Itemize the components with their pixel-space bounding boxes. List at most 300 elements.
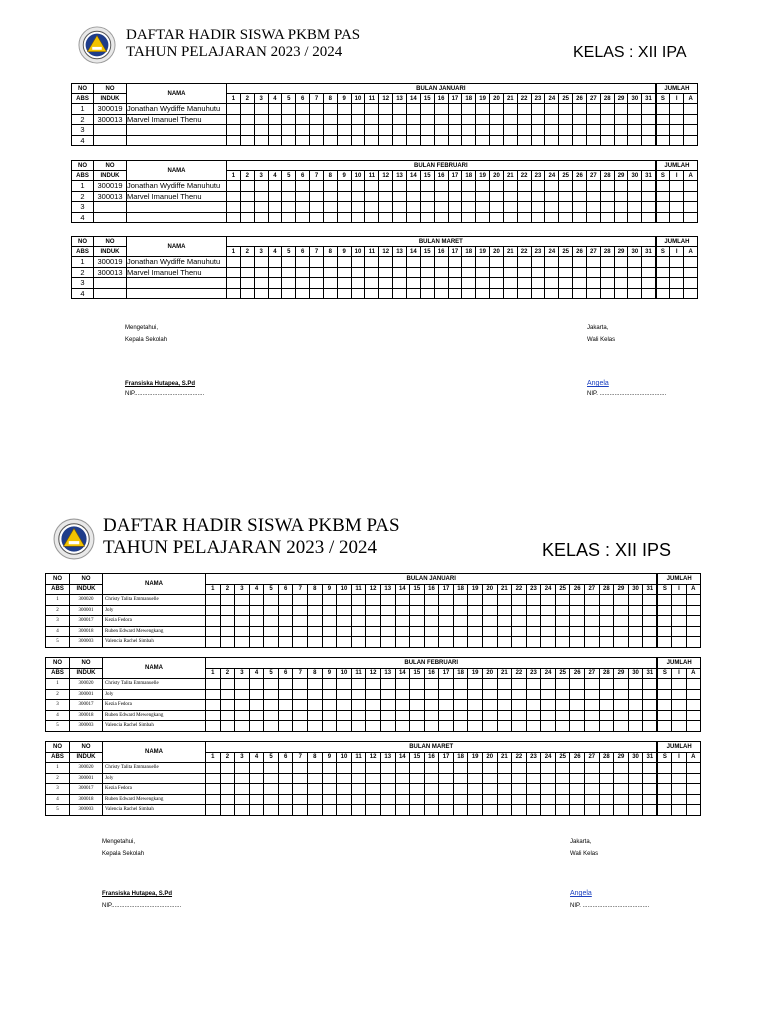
attendance-cell[interactable] bbox=[453, 626, 468, 637]
attendance-cell[interactable] bbox=[482, 710, 497, 721]
attendance-cell[interactable] bbox=[573, 114, 587, 125]
attendance-cell[interactable] bbox=[555, 626, 570, 637]
attendance-cell[interactable] bbox=[476, 191, 490, 202]
attendance-cell[interactable] bbox=[439, 700, 454, 711]
attendance-cell[interactable] bbox=[482, 679, 497, 690]
attendance-cell[interactable] bbox=[643, 605, 658, 616]
attendance-cell[interactable] bbox=[614, 267, 628, 278]
attendance-cell[interactable] bbox=[420, 181, 434, 192]
attendance-cell[interactable] bbox=[322, 616, 337, 627]
attendance-cell[interactable] bbox=[497, 700, 512, 711]
attendance-cell[interactable] bbox=[410, 710, 425, 721]
attendance-cell[interactable] bbox=[570, 773, 585, 784]
attendance-cell[interactable] bbox=[573, 135, 587, 146]
attendance-cell[interactable] bbox=[570, 710, 585, 721]
attendance-cell[interactable] bbox=[337, 626, 352, 637]
attendance-cell[interactable] bbox=[366, 595, 381, 606]
attendance-cell[interactable] bbox=[393, 104, 407, 115]
attendance-cell[interactable] bbox=[424, 721, 439, 732]
attendance-cell[interactable] bbox=[573, 257, 587, 268]
attendance-cell[interactable] bbox=[296, 125, 310, 136]
attendance-cell[interactable] bbox=[570, 626, 585, 637]
attendance-cell[interactable] bbox=[541, 595, 556, 606]
sakit-count-cell[interactable] bbox=[657, 805, 671, 816]
attendance-cell[interactable] bbox=[586, 278, 600, 289]
attendance-cell[interactable] bbox=[220, 805, 235, 816]
attendance-cell[interactable] bbox=[308, 616, 323, 627]
sakit-count-cell[interactable] bbox=[656, 267, 670, 278]
attendance-cell[interactable] bbox=[337, 257, 351, 268]
attendance-cell[interactable] bbox=[555, 679, 570, 690]
attendance-cell[interactable] bbox=[268, 202, 282, 213]
attendance-cell[interactable] bbox=[517, 181, 531, 192]
attendance-cell[interactable] bbox=[206, 595, 221, 606]
alpa-count-cell[interactable] bbox=[684, 191, 698, 202]
attendance-cell[interactable] bbox=[526, 784, 541, 795]
attendance-cell[interactable] bbox=[559, 181, 573, 192]
attendance-cell[interactable] bbox=[278, 637, 293, 648]
attendance-cell[interactable] bbox=[337, 805, 352, 816]
attendance-cell[interactable] bbox=[310, 125, 324, 136]
attendance-cell[interactable] bbox=[220, 616, 235, 627]
attendance-cell[interactable] bbox=[293, 763, 308, 774]
attendance-cell[interactable] bbox=[351, 288, 365, 299]
attendance-cell[interactable] bbox=[585, 794, 600, 805]
attendance-cell[interactable] bbox=[462, 125, 476, 136]
attendance-cell[interactable] bbox=[490, 125, 504, 136]
attendance-cell[interactable] bbox=[614, 595, 629, 606]
attendance-cell[interactable] bbox=[555, 700, 570, 711]
attendance-cell[interactable] bbox=[310, 257, 324, 268]
attendance-cell[interactable] bbox=[278, 710, 293, 721]
attendance-cell[interactable] bbox=[380, 637, 395, 648]
attendance-cell[interactable] bbox=[264, 605, 279, 616]
attendance-cell[interactable] bbox=[555, 710, 570, 721]
attendance-cell[interactable] bbox=[517, 191, 531, 202]
attendance-cell[interactable] bbox=[395, 595, 410, 606]
attendance-cell[interactable] bbox=[220, 605, 235, 616]
attendance-cell[interactable] bbox=[293, 794, 308, 805]
attendance-cell[interactable] bbox=[351, 626, 366, 637]
attendance-cell[interactable] bbox=[585, 805, 600, 816]
attendance-cell[interactable] bbox=[240, 267, 254, 278]
attendance-cell[interactable] bbox=[545, 135, 559, 146]
attendance-cell[interactable] bbox=[379, 212, 393, 223]
attendance-cell[interactable] bbox=[240, 212, 254, 223]
attendance-cell[interactable] bbox=[586, 125, 600, 136]
attendance-cell[interactable] bbox=[282, 181, 296, 192]
attendance-cell[interactable] bbox=[235, 626, 250, 637]
attendance-cell[interactable] bbox=[476, 125, 490, 136]
attendance-cell[interactable] bbox=[497, 805, 512, 816]
sakit-count-cell[interactable] bbox=[657, 773, 671, 784]
izin-count-cell[interactable] bbox=[672, 710, 686, 721]
attendance-cell[interactable] bbox=[476, 104, 490, 115]
attendance-cell[interactable] bbox=[393, 125, 407, 136]
attendance-cell[interactable] bbox=[351, 278, 365, 289]
attendance-cell[interactable] bbox=[526, 626, 541, 637]
attendance-cell[interactable] bbox=[206, 616, 221, 627]
attendance-cell[interactable] bbox=[393, 181, 407, 192]
alpa-count-cell[interactable] bbox=[684, 181, 698, 192]
attendance-cell[interactable] bbox=[380, 679, 395, 690]
attendance-cell[interactable] bbox=[310, 202, 324, 213]
attendance-cell[interactable] bbox=[462, 202, 476, 213]
attendance-cell[interactable] bbox=[379, 181, 393, 192]
attendance-cell[interactable] bbox=[642, 191, 656, 202]
sakit-count-cell[interactable] bbox=[656, 104, 670, 115]
attendance-cell[interactable] bbox=[220, 700, 235, 711]
attendance-cell[interactable] bbox=[531, 202, 545, 213]
attendance-cell[interactable] bbox=[366, 605, 381, 616]
attendance-cell[interactable] bbox=[531, 104, 545, 115]
attendance-cell[interactable] bbox=[337, 784, 352, 795]
attendance-cell[interactable] bbox=[439, 595, 454, 606]
attendance-cell[interactable] bbox=[366, 679, 381, 690]
attendance-cell[interactable] bbox=[308, 700, 323, 711]
attendance-cell[interactable] bbox=[351, 125, 365, 136]
attendance-cell[interactable] bbox=[570, 794, 585, 805]
attendance-cell[interactable] bbox=[517, 202, 531, 213]
attendance-cell[interactable] bbox=[559, 288, 573, 299]
alpa-count-cell[interactable] bbox=[684, 125, 698, 136]
attendance-cell[interactable] bbox=[296, 135, 310, 146]
attendance-cell[interactable] bbox=[268, 135, 282, 146]
attendance-cell[interactable] bbox=[476, 267, 490, 278]
attendance-cell[interactable] bbox=[227, 202, 241, 213]
attendance-cell[interactable] bbox=[308, 626, 323, 637]
attendance-cell[interactable] bbox=[526, 637, 541, 648]
attendance-cell[interactable] bbox=[628, 805, 643, 816]
attendance-cell[interactable] bbox=[517, 104, 531, 115]
attendance-cell[interactable] bbox=[310, 267, 324, 278]
attendance-cell[interactable] bbox=[249, 626, 264, 637]
alpa-count-cell[interactable] bbox=[686, 784, 700, 795]
attendance-cell[interactable] bbox=[526, 689, 541, 700]
attendance-cell[interactable] bbox=[282, 104, 296, 115]
attendance-cell[interactable] bbox=[545, 181, 559, 192]
attendance-cell[interactable] bbox=[264, 637, 279, 648]
attendance-cell[interactable] bbox=[497, 679, 512, 690]
attendance-cell[interactable] bbox=[570, 679, 585, 690]
attendance-cell[interactable] bbox=[482, 595, 497, 606]
alpa-count-cell[interactable] bbox=[686, 721, 700, 732]
attendance-cell[interactable] bbox=[434, 288, 448, 299]
attendance-cell[interactable] bbox=[643, 637, 658, 648]
attendance-cell[interactable] bbox=[643, 616, 658, 627]
attendance-cell[interactable] bbox=[643, 805, 658, 816]
attendance-cell[interactable] bbox=[310, 288, 324, 299]
attendance-cell[interactable] bbox=[628, 267, 642, 278]
attendance-cell[interactable] bbox=[227, 257, 241, 268]
attendance-cell[interactable] bbox=[264, 679, 279, 690]
attendance-cell[interactable] bbox=[600, 257, 614, 268]
attendance-cell[interactable] bbox=[614, 805, 629, 816]
attendance-cell[interactable] bbox=[503, 114, 517, 125]
attendance-cell[interactable] bbox=[406, 181, 420, 192]
alpa-count-cell[interactable] bbox=[686, 637, 700, 648]
attendance-cell[interactable] bbox=[643, 700, 658, 711]
attendance-cell[interactable] bbox=[395, 763, 410, 774]
attendance-cell[interactable] bbox=[628, 626, 643, 637]
attendance-cell[interactable] bbox=[420, 125, 434, 136]
attendance-cell[interactable] bbox=[643, 794, 658, 805]
attendance-cell[interactable] bbox=[490, 135, 504, 146]
attendance-cell[interactable] bbox=[503, 267, 517, 278]
attendance-cell[interactable] bbox=[254, 114, 268, 125]
attendance-cell[interactable] bbox=[503, 181, 517, 192]
attendance-cell[interactable] bbox=[406, 278, 420, 289]
alpa-count-cell[interactable] bbox=[684, 212, 698, 223]
attendance-cell[interactable] bbox=[628, 784, 643, 795]
attendance-cell[interactable] bbox=[365, 104, 379, 115]
attendance-cell[interactable] bbox=[310, 104, 324, 115]
attendance-cell[interactable] bbox=[497, 689, 512, 700]
attendance-cell[interactable] bbox=[462, 288, 476, 299]
attendance-cell[interactable] bbox=[420, 191, 434, 202]
sakit-count-cell[interactable] bbox=[656, 278, 670, 289]
sakit-count-cell[interactable] bbox=[657, 710, 671, 721]
attendance-cell[interactable] bbox=[448, 114, 462, 125]
sakit-count-cell[interactable] bbox=[656, 288, 670, 299]
attendance-cell[interactable] bbox=[531, 135, 545, 146]
attendance-cell[interactable] bbox=[308, 637, 323, 648]
attendance-cell[interactable] bbox=[490, 114, 504, 125]
izin-count-cell[interactable] bbox=[672, 721, 686, 732]
izin-count-cell[interactable] bbox=[672, 784, 686, 795]
attendance-cell[interactable] bbox=[642, 267, 656, 278]
attendance-cell[interactable] bbox=[559, 267, 573, 278]
attendance-cell[interactable] bbox=[642, 125, 656, 136]
attendance-cell[interactable] bbox=[278, 763, 293, 774]
attendance-cell[interactable] bbox=[570, 595, 585, 606]
attendance-cell[interactable] bbox=[410, 679, 425, 690]
attendance-cell[interactable] bbox=[322, 700, 337, 711]
izin-count-cell[interactable] bbox=[670, 278, 684, 289]
attendance-cell[interactable] bbox=[420, 278, 434, 289]
attendance-cell[interactable] bbox=[249, 805, 264, 816]
izin-count-cell[interactable] bbox=[672, 679, 686, 690]
attendance-cell[interactable] bbox=[468, 784, 483, 795]
attendance-cell[interactable] bbox=[628, 700, 643, 711]
attendance-cell[interactable] bbox=[614, 616, 629, 627]
attendance-cell[interactable] bbox=[351, 794, 366, 805]
attendance-cell[interactable] bbox=[337, 710, 352, 721]
attendance-cell[interactable] bbox=[264, 626, 279, 637]
attendance-cell[interactable] bbox=[642, 257, 656, 268]
attendance-cell[interactable] bbox=[282, 267, 296, 278]
attendance-cell[interactable] bbox=[268, 191, 282, 202]
attendance-cell[interactable] bbox=[379, 125, 393, 136]
attendance-cell[interactable] bbox=[541, 763, 556, 774]
attendance-cell[interactable] bbox=[482, 605, 497, 616]
attendance-cell[interactable] bbox=[453, 605, 468, 616]
attendance-cell[interactable] bbox=[600, 104, 614, 115]
attendance-cell[interactable] bbox=[526, 794, 541, 805]
attendance-cell[interactable] bbox=[526, 721, 541, 732]
attendance-cell[interactable] bbox=[322, 721, 337, 732]
attendance-cell[interactable] bbox=[512, 626, 527, 637]
attendance-cell[interactable] bbox=[254, 125, 268, 136]
attendance-cell[interactable] bbox=[249, 605, 264, 616]
attendance-cell[interactable] bbox=[220, 710, 235, 721]
sakit-count-cell[interactable] bbox=[657, 616, 671, 627]
attendance-cell[interactable] bbox=[395, 679, 410, 690]
sakit-count-cell[interactable] bbox=[656, 181, 670, 192]
attendance-cell[interactable] bbox=[545, 288, 559, 299]
attendance-cell[interactable] bbox=[628, 721, 643, 732]
attendance-cell[interactable] bbox=[249, 794, 264, 805]
attendance-cell[interactable] bbox=[555, 637, 570, 648]
attendance-cell[interactable] bbox=[517, 114, 531, 125]
attendance-cell[interactable] bbox=[380, 710, 395, 721]
attendance-cell[interactable] bbox=[254, 191, 268, 202]
attendance-cell[interactable] bbox=[490, 181, 504, 192]
attendance-cell[interactable] bbox=[559, 278, 573, 289]
attendance-cell[interactable] bbox=[541, 679, 556, 690]
attendance-cell[interactable] bbox=[512, 595, 527, 606]
attendance-cell[interactable] bbox=[337, 605, 352, 616]
attendance-cell[interactable] bbox=[570, 689, 585, 700]
izin-count-cell[interactable] bbox=[672, 773, 686, 784]
attendance-cell[interactable] bbox=[220, 637, 235, 648]
attendance-cell[interactable] bbox=[468, 700, 483, 711]
attendance-cell[interactable] bbox=[628, 616, 643, 627]
attendance-cell[interactable] bbox=[586, 104, 600, 115]
attendance-cell[interactable] bbox=[293, 626, 308, 637]
attendance-cell[interactable] bbox=[395, 700, 410, 711]
attendance-cell[interactable] bbox=[220, 679, 235, 690]
attendance-cell[interactable] bbox=[268, 104, 282, 115]
izin-count-cell[interactable] bbox=[672, 626, 686, 637]
attendance-cell[interactable] bbox=[393, 212, 407, 223]
attendance-cell[interactable] bbox=[380, 616, 395, 627]
attendance-cell[interactable] bbox=[264, 700, 279, 711]
attendance-cell[interactable] bbox=[227, 267, 241, 278]
attendance-cell[interactable] bbox=[497, 637, 512, 648]
attendance-cell[interactable] bbox=[424, 605, 439, 616]
attendance-cell[interactable] bbox=[599, 689, 614, 700]
signatory-name[interactable]: Angela bbox=[587, 380, 609, 387]
attendance-cell[interactable] bbox=[599, 595, 614, 606]
attendance-cell[interactable] bbox=[310, 135, 324, 146]
attendance-cell[interactable] bbox=[365, 114, 379, 125]
attendance-cell[interactable] bbox=[614, 773, 629, 784]
attendance-cell[interactable] bbox=[393, 278, 407, 289]
attendance-cell[interactable] bbox=[545, 267, 559, 278]
attendance-cell[interactable] bbox=[482, 805, 497, 816]
attendance-cell[interactable] bbox=[503, 278, 517, 289]
attendance-cell[interactable] bbox=[490, 202, 504, 213]
attendance-cell[interactable] bbox=[337, 637, 352, 648]
attendance-cell[interactable] bbox=[531, 212, 545, 223]
attendance-cell[interactable] bbox=[235, 805, 250, 816]
attendance-cell[interactable] bbox=[310, 212, 324, 223]
attendance-cell[interactable] bbox=[614, 181, 628, 192]
attendance-cell[interactable] bbox=[614, 626, 629, 637]
attendance-cell[interactable] bbox=[264, 805, 279, 816]
alpa-count-cell[interactable] bbox=[686, 616, 700, 627]
attendance-cell[interactable] bbox=[614, 605, 629, 616]
attendance-cell[interactable] bbox=[468, 805, 483, 816]
attendance-cell[interactable] bbox=[351, 267, 365, 278]
attendance-cell[interactable] bbox=[559, 202, 573, 213]
alpa-count-cell[interactable] bbox=[686, 794, 700, 805]
alpa-count-cell[interactable] bbox=[684, 104, 698, 115]
attendance-cell[interactable] bbox=[220, 626, 235, 637]
attendance-cell[interactable] bbox=[545, 191, 559, 202]
attendance-cell[interactable] bbox=[322, 626, 337, 637]
attendance-cell[interactable] bbox=[337, 202, 351, 213]
attendance-cell[interactable] bbox=[439, 637, 454, 648]
attendance-cell[interactable] bbox=[439, 773, 454, 784]
attendance-cell[interactable] bbox=[278, 773, 293, 784]
attendance-cell[interactable] bbox=[322, 689, 337, 700]
attendance-cell[interactable] bbox=[614, 700, 629, 711]
attendance-cell[interactable] bbox=[322, 595, 337, 606]
sakit-count-cell[interactable] bbox=[657, 689, 671, 700]
sakit-count-cell[interactable] bbox=[657, 637, 671, 648]
attendance-cell[interactable] bbox=[628, 763, 643, 774]
attendance-cell[interactable] bbox=[541, 794, 556, 805]
attendance-cell[interactable] bbox=[497, 784, 512, 795]
attendance-cell[interactable] bbox=[322, 805, 337, 816]
attendance-cell[interactable] bbox=[323, 278, 337, 289]
attendance-cell[interactable] bbox=[599, 679, 614, 690]
attendance-cell[interactable] bbox=[308, 689, 323, 700]
attendance-cell[interactable] bbox=[227, 104, 241, 115]
attendance-cell[interactable] bbox=[628, 104, 642, 115]
attendance-cell[interactable] bbox=[206, 700, 221, 711]
attendance-cell[interactable] bbox=[628, 689, 643, 700]
attendance-cell[interactable] bbox=[453, 805, 468, 816]
attendance-cell[interactable] bbox=[585, 763, 600, 774]
attendance-cell[interactable] bbox=[366, 773, 381, 784]
alpa-count-cell[interactable] bbox=[686, 700, 700, 711]
attendance-cell[interactable] bbox=[434, 181, 448, 192]
attendance-cell[interactable] bbox=[293, 616, 308, 627]
attendance-cell[interactable] bbox=[503, 202, 517, 213]
attendance-cell[interactable] bbox=[559, 125, 573, 136]
attendance-cell[interactable] bbox=[614, 202, 628, 213]
attendance-cell[interactable] bbox=[366, 784, 381, 795]
attendance-cell[interactable] bbox=[628, 288, 642, 299]
attendance-cell[interactable] bbox=[642, 114, 656, 125]
attendance-cell[interactable] bbox=[278, 689, 293, 700]
attendance-cell[interactable] bbox=[424, 763, 439, 774]
attendance-cell[interactable] bbox=[600, 135, 614, 146]
attendance-cell[interactable] bbox=[541, 689, 556, 700]
attendance-cell[interactable] bbox=[308, 784, 323, 795]
attendance-cell[interactable] bbox=[310, 278, 324, 289]
attendance-cell[interactable] bbox=[308, 605, 323, 616]
attendance-cell[interactable] bbox=[264, 616, 279, 627]
attendance-cell[interactable] bbox=[410, 794, 425, 805]
attendance-cell[interactable] bbox=[254, 135, 268, 146]
attendance-cell[interactable] bbox=[468, 637, 483, 648]
attendance-cell[interactable] bbox=[323, 104, 337, 115]
attendance-cell[interactable] bbox=[462, 267, 476, 278]
attendance-cell[interactable] bbox=[448, 267, 462, 278]
attendance-cell[interactable] bbox=[337, 679, 352, 690]
attendance-cell[interactable] bbox=[235, 616, 250, 627]
attendance-cell[interactable] bbox=[599, 721, 614, 732]
attendance-cell[interactable] bbox=[366, 700, 381, 711]
attendance-cell[interactable] bbox=[585, 689, 600, 700]
attendance-cell[interactable] bbox=[573, 181, 587, 192]
attendance-cell[interactable] bbox=[293, 595, 308, 606]
attendance-cell[interactable] bbox=[351, 773, 366, 784]
